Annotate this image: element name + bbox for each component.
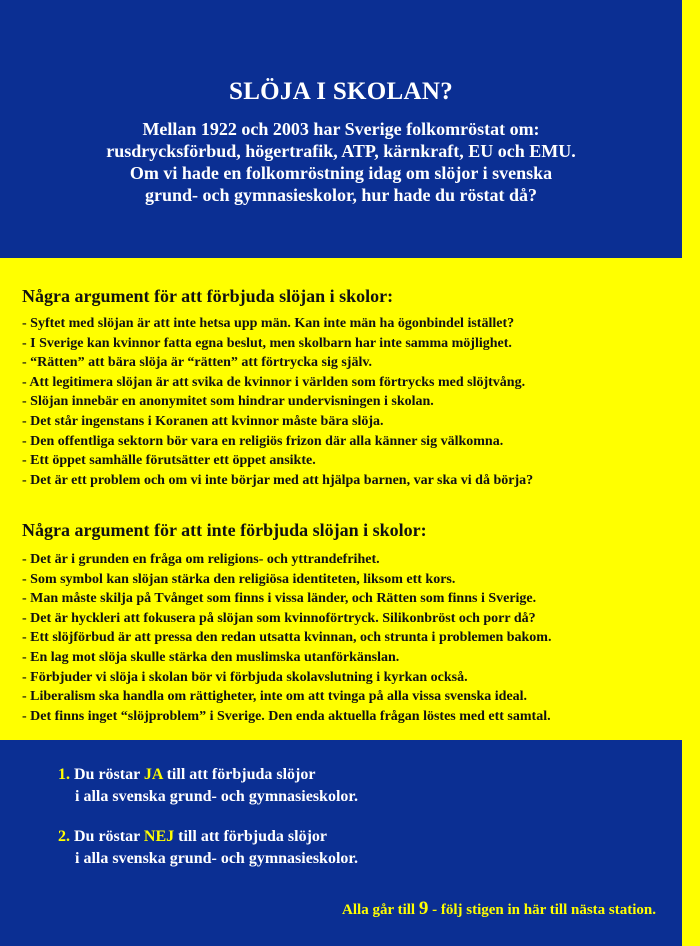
intro-line: Om vi hade en folkomröstning idag om slöjor i svenska [129,163,553,183]
list-item: - I Sverige kan kvinnor fatta egna beslut, men skolbarn har inte samma möjlighet. [22,335,512,351]
right-edge-strip [682,0,700,946]
vote-option-yes [58,764,358,808]
list-item: - Liberalism ska handla om rättigheter, inte om att tvinga på alla vissa svenska ideal. [22,689,528,705]
list-item: - Det är i grunden en fråga om religions- och yttrandefrihet. [22,552,380,567]
vote-panel [0,740,682,946]
intro-line: Mellan 1922 och 2003 har Sverige folkomröstat om: [142,119,540,139]
intro-line: rusdrycksförbud, högertrafik, ATP, kärnkraft, EU och EMU. [106,141,576,161]
header-panel [0,0,682,258]
list-item: - Det står ingenstans i Koranen att kvinnor måste bära slöja. [22,413,384,429]
list-item: - Slöjan innebär en anonymitet som hindrar undervisningen i skolan. [22,394,434,410]
vote-prefix: Du röstar [74,828,140,845]
next-station-note [342,898,656,920]
intro-text [0,118,682,206]
footer-text: Alla går till [342,902,416,918]
list-item: - Man måste skilja på Tvånget som finns i vissa länder, och Rätten som finns i Sverige. [22,591,537,607]
list-item: - Att legitimera slöjan är att svika de kvinnor i världen som förtrycks med slöjtvång. [22,374,526,390]
section-heading: Några argument för att förbjuda slöjan i skolor: [22,286,394,306]
vote-line2: i alla svenska grund- och gymnasieskolor. [75,788,359,805]
vote-number: 2. [58,828,70,845]
list-item: - Förbjuder vi slöja i skolan bör vi förbjuda skolavslutning i kyrkan också. [22,669,468,685]
list-item: - Som symbol kan slöjan stärka den religiösa identiteten, liksom ett kors. [22,571,456,587]
intro-line: grund- och gymnasieskolor, hur hade du röstat då? [144,185,538,205]
vote-prefix: Du röstar [74,766,140,783]
list-item: - Det är hyckleri att fokusera på slöjan som kvinnoförtryck. Silikonbröst och porr då? [22,610,536,626]
argument-list [22,550,551,726]
vote-number: 1. [58,766,70,783]
section-heading: Några argument för att inte förbjuda slöjan i skolor: [22,520,427,540]
vote-line2: i alla svenska grund- och gymnasieskolor. [75,850,359,867]
station-number: 9 [418,898,429,919]
list-item: - Syftet med slöjan är att inte hetsa upp män. Kan inte män ha ögonbindel istället? [22,316,515,331]
argument-list [22,314,533,490]
list-item: - Det finns inget “slöjproblem” i Sverige. Den enda aktuella frågan löstes med ett samtal. [22,708,551,724]
list-item: - Ett öppet samhälle förutsätter ett öppet ansikte. [22,453,316,469]
vote-answer: JA [143,766,163,783]
footer-text: - följ stigen in här till nästa station. [432,902,656,918]
vote-option-no [58,826,358,870]
list-item: - Ett slöjförbud är att pressa den redan utsatta kvinnan, och strunta i problemen bakom. [22,630,552,646]
page-title: SLÖJA I SKOLAN? [228,78,453,105]
vote-suffix: till att förbjuda slöjor [178,828,328,845]
list-item: - En lag mot slöja skulle stärka den muslimska utanförkänslan. [22,649,400,665]
list-item: - “Rätten” att bära slöja är “rätten” att förtrycka sig själv. [22,355,373,371]
list-item: - Det är ett problem och om vi inte börjar med att hjälpa barnen, var ska vi då börja? [22,472,534,488]
vote-suffix: till att förbjuda slöjor [166,766,316,783]
list-item: - Den offentliga sektorn bör vara en religiös frizon där alla känner sig välkomna. [22,433,504,449]
vote-answer: NEJ [143,828,175,845]
